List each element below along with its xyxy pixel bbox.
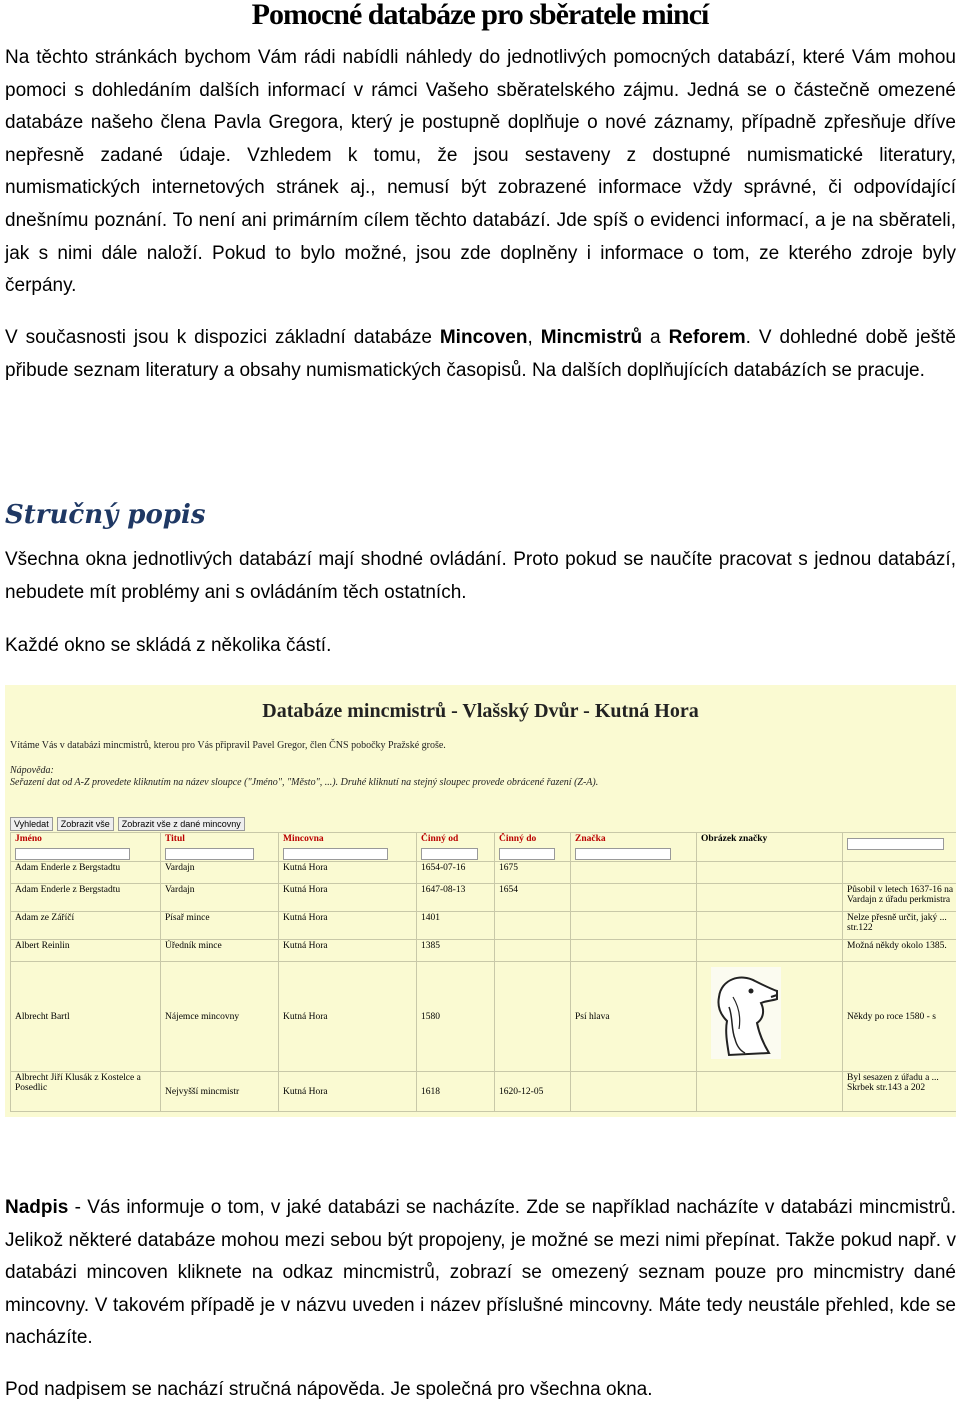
current-paragraph [5, 322, 956, 387]
cell-to: 1620-12-05 [495, 1072, 571, 1112]
cell-name: Adam ze Záříčí [11, 912, 161, 940]
cell-mint: Kutná Hora [279, 1072, 417, 1112]
filter-name-input[interactable] [15, 848, 130, 860]
db-reforem-link[interactable]: Reforem [668, 327, 746, 348]
cell-note [843, 862, 957, 884]
page-title: Pomocné databáze pro sběratele mincí [251, 0, 709, 31]
cell-mint: Kutná Hora [279, 884, 417, 912]
filter-mint-input[interactable] [283, 848, 388, 860]
cell-note: Možná někdy okolo 1385. [843, 940, 957, 962]
cell-name: Albrecht Bartl [11, 962, 161, 1072]
cell-image [697, 912, 843, 940]
cell-from: 1618 [417, 1072, 495, 1112]
nadpis-paragraph [5, 1192, 956, 1355]
table-row[interactable] [11, 940, 957, 962]
cell-from: 1385 [417, 940, 495, 962]
filter-from-input[interactable] [421, 848, 478, 860]
database-screenshot [5, 685, 956, 1117]
col-mint-header[interactable]: Mincovna [279, 833, 417, 862]
cell-mint: Kutná Hora [279, 940, 417, 962]
current-sep1: , [527, 327, 541, 348]
screenshot-help-text: Seřazení dat od A-Z provedete kliknutím na název sloupce ("Jméno", "Město", ...). Druhé kliknutí na stejný sloupec provede obrácené řazení (Z-A). [10, 777, 599, 788]
cell-mint: Kutná Hora [279, 962, 417, 1072]
filter-mark-input[interactable] [575, 848, 671, 860]
col-from-header[interactable]: Činný od [417, 833, 495, 862]
screenshot-welcome: Vítáme Vás v databázi mincmistrů, kterou pro Vás připravil Pavel Gregor, člen ČNS pobočky Pražské groše. [10, 740, 446, 751]
cell-image [697, 884, 843, 912]
cell-to: 1654 [495, 884, 571, 912]
table-row[interactable] [11, 1072, 957, 1112]
database-table [10, 832, 956, 1112]
cell-image [697, 862, 843, 884]
cell-from: 1580 [417, 962, 495, 1072]
cell-image [697, 1072, 843, 1112]
col-note-header[interactable] [843, 833, 957, 862]
cell-title: Vardajn [161, 884, 279, 912]
cell-title: Písař mince [161, 912, 279, 940]
dog-head-icon [711, 967, 781, 1059]
cell-from: 1401 [417, 912, 495, 940]
cell-image [697, 962, 843, 1072]
last-paragraph: Pod nadpisem se nachází stručná nápověda. Je společná pro všechna okna. [5, 1379, 653, 1400]
cell-note: Nelze přesně určit, jaký ... str.122 [843, 912, 957, 940]
cell-note: Někdy po roce 1580 - s [843, 962, 957, 1072]
cell-title: Vardajn [161, 862, 279, 884]
table-row[interactable] [11, 912, 957, 940]
intro-paragraph: Na těchto stránkách bychom Vám rádi nabídli náhledy do jednotlivých pomocných databází, které Vám mohou pomoci s dohledáním dalších informací v rámci Vašeho sběratelského zájmu. Jedná se o částečně omezené databáze našeho člena Pavla Gregora, který je postupně doplňuje o nové záznamy, případně zpřesňuje dříve nepřesně zadané údaje. Vzhledem k tomu, že jsou sestaveny z dostupné numismatické literatury, numismatických internetových stránek aj., nemusí být zobrazené informace vždy správné, či odpovídající dnešnímu poznání. To není ani primárním cílem těchto databází. Jde spíš o evidenci informací, a je na sběrateli, jak s nimi dále naloží. Pokud to bylo možné, jsou zde doplněny i informace o tom, ze kterého zdroje byly čerpány. [5, 47, 956, 297]
search-button[interactable]: Vyhledat [10, 817, 53, 831]
cell-mark [571, 1072, 697, 1112]
db-mincmistru-link[interactable]: Mincmistrů [540, 327, 643, 348]
cell-to [495, 912, 571, 940]
section-heading: Stručný popis [5, 500, 206, 530]
cell-from: 1654-07-16 [417, 862, 495, 884]
current-sep2: a [642, 327, 669, 348]
col-title-header[interactable]: Titul [161, 833, 279, 862]
cell-mark [571, 862, 697, 884]
screenshot-title: Databáze mincmistrů - Vlašský Dvůr - Kutná Hora [262, 700, 699, 722]
cell-to [495, 962, 571, 1072]
filter-title-input[interactable] [165, 848, 254, 860]
db-mincoven-link[interactable]: Mincoven [439, 327, 528, 348]
parts-paragraph: Každé okno se skládá z několika částí. [5, 635, 332, 656]
cell-title: Úředník mince [161, 940, 279, 962]
cell-note: Byl sesazen z úřadu a ... Skrbek str.143 a 202 [843, 1072, 957, 1112]
cell-mark [571, 884, 697, 912]
table-row[interactable] [11, 884, 957, 912]
table-row[interactable] [11, 962, 957, 1072]
cell-to [495, 940, 571, 962]
cell-image [697, 940, 843, 962]
table-row[interactable] [11, 862, 957, 884]
cell-title: Nájemce mincovny [161, 962, 279, 1072]
filter-to-input[interactable] [499, 848, 555, 860]
cell-note: Působil v letech 1637-16 na Vardajn z úřadu perkmistra [843, 884, 957, 912]
cell-name: Adam Enderle z Bergstadtu [11, 884, 161, 912]
cell-mark: Psí hlava [571, 962, 697, 1072]
show-all-button[interactable]: Zobrazit vše [57, 817, 114, 831]
show-all-mint-button[interactable]: Zobrazit vše z dané mincovny [118, 817, 245, 831]
cell-to: 1675 [495, 862, 571, 884]
cell-name: Adam Enderle z Bergstadtu [11, 862, 161, 884]
description-paragraph: Všechna okna jednotlivých databází mají shodné ovládání. Proto pokud se naučíte pracovat s jednou databází, nebudete mít problémy ani s ovládáním těch ostatních. [5, 549, 956, 603]
table-header-row [11, 833, 957, 862]
nadpis-text: - Vás informuje o tom, v jaké databázi se nacházíte. Zde se například nacházíte v databázi mincmistrů. Jelikož některé databáze mohou mezi sebou být propojeny, je možné se mezi nimi přepínat. Takže pokud např. v databázi mincoven kliknete na odkaz mincmistrů, zobrazí se omezený seznam pouze pro mincmistry dané mincovny. V takovém případě je v názvu uveden i název příslušné mincovny. Máte tedy neustále přehled, kde se nacházíte. [5, 1197, 956, 1349]
cell-title: Nejvyšší mincmistr [161, 1072, 279, 1112]
current-pre: V současnosti jsou k dispozici základní databáze [5, 327, 440, 348]
current-post: . V dohledné době ještě přibude seznam literatury a obsahy numismatických časopisů. Na dalších doplňujících databázích se pracuje. [5, 327, 956, 381]
col-mark-header[interactable]: Značka [571, 833, 697, 862]
cell-from: 1647-08-13 [417, 884, 495, 912]
cell-mark [571, 912, 697, 940]
screenshot-buttons [10, 817, 245, 831]
filter-note-input[interactable] [847, 838, 944, 850]
cell-mint: Kutná Hora [279, 912, 417, 940]
col-image-header[interactable]: Obrázek značky [697, 833, 843, 862]
screenshot-help-heading: Nápověda: [10, 765, 54, 776]
col-name-header[interactable]: Jméno [11, 833, 161, 862]
cell-mint: Kutná Hora [279, 862, 417, 884]
cell-mark [571, 940, 697, 962]
cell-name: Albrecht Jiří Klusák z Kostelce a Posedlic [11, 1072, 161, 1112]
cell-name: Albert Reinlin [11, 940, 161, 962]
nadpis-label: Nadpis [5, 1197, 69, 1218]
col-to-header[interactable]: Činný do [495, 833, 571, 862]
